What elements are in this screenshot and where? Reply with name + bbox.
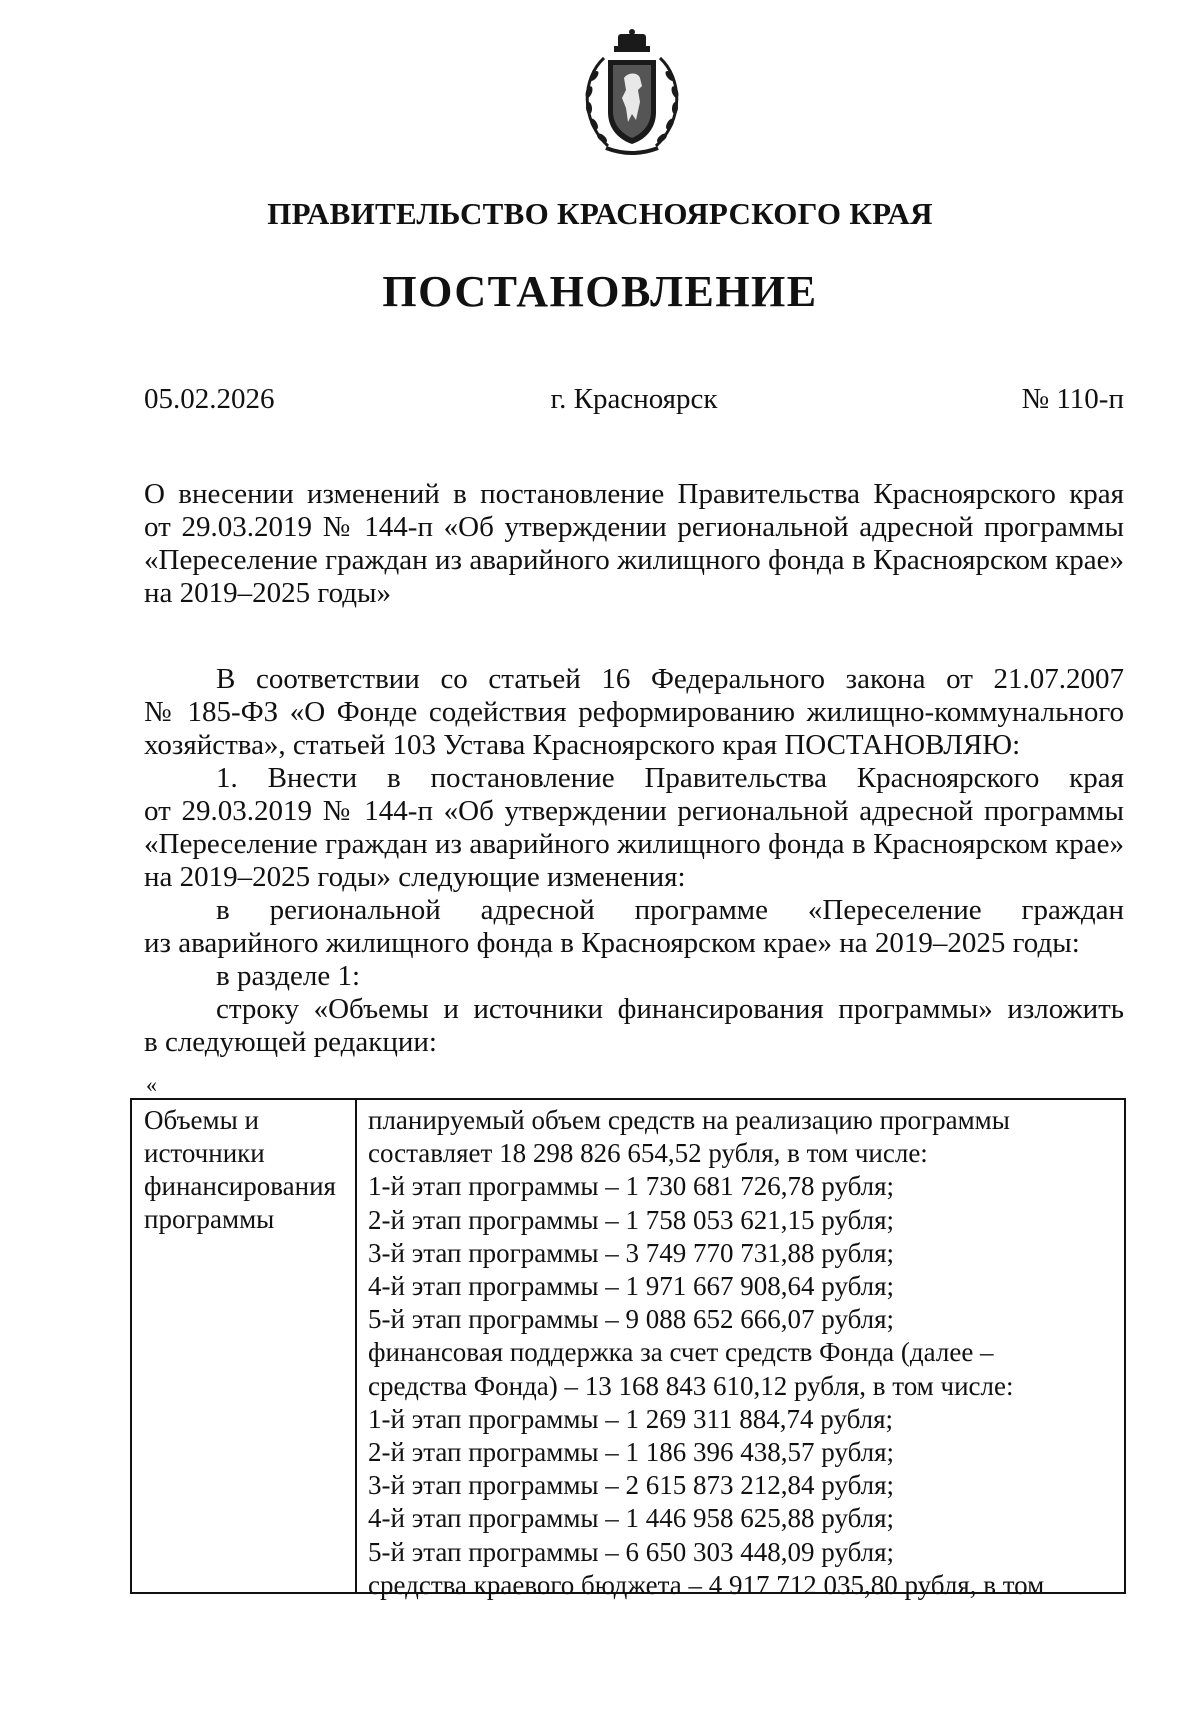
body-line: в региональной адресной программе «Переселение граждан bbox=[216, 894, 1124, 926]
financing-table bbox=[130, 1098, 1126, 1600]
body-line: от 29.03.2019 № 144-п «Об утверждении региональной адресной программы bbox=[144, 795, 1124, 827]
row-value-line: планируемый объем средств на реализацию программы bbox=[368, 1105, 1010, 1135]
row-value-line: финансовая поддержка за счет средств Фонда (далее – bbox=[368, 1337, 994, 1368]
document-number: № 110-п bbox=[1021, 383, 1124, 415]
coat-of-arms-emblem bbox=[568, 28, 696, 160]
body-line: на 2019–2025 годы» следующие изменения: bbox=[144, 861, 686, 893]
body-line: строку «Объемы и источники финансирования программы» изложить bbox=[216, 993, 1124, 1025]
subject-line: «Переселение граждан из аварийного жилищного фонда в Красноярском крае» bbox=[144, 544, 1124, 576]
row-value-line: 1-й этап программы – 1 269 311 884,74 рубля; bbox=[368, 1403, 894, 1434]
document-type-title: ПОСТАНОВЛЕНИЕ bbox=[382, 267, 818, 316]
row-label-line: Объемы и bbox=[144, 1105, 259, 1135]
body-line: в разделе 1: bbox=[216, 960, 361, 992]
document-city: г. Красноярск bbox=[550, 383, 718, 415]
row-value-line: 2-й этап программы – 1 758 053 621,15 рубля; bbox=[368, 1204, 895, 1235]
row-value-line: 4-й этап программы – 1 971 667 908,64 рубля; bbox=[368, 1271, 895, 1302]
document-subject bbox=[144, 478, 1124, 610]
row-value-line: 3-й этап программы – 3 749 770 731,88 рубля; bbox=[368, 1237, 895, 1268]
opening-quote-mark: « bbox=[146, 1072, 157, 1097]
row-value-line: средства краевого бюджета – 4 917 712 035,80 рубля, в том bbox=[368, 1569, 1045, 1600]
row-label-line: источники bbox=[144, 1138, 265, 1168]
document-body bbox=[144, 663, 1124, 1059]
row-value-line: 5-й этап программы – 6 650 303 448,09 рубля; bbox=[368, 1536, 895, 1567]
subject-line: О внесении изменений в постановление Правительства Красноярского края bbox=[144, 478, 1124, 510]
table-column-divider bbox=[355, 1100, 357, 1592]
row-value-line: средства Фонда) – 13 168 843 610,12 рубля, в том числе: bbox=[368, 1370, 1014, 1401]
row-value-line: 2-й этап программы – 1 186 396 438,57 рубля; bbox=[368, 1437, 895, 1468]
row-value-line: 4-й этап программы – 1 446 958 625,88 рубля; bbox=[368, 1503, 895, 1534]
row-label-line: программы bbox=[144, 1204, 275, 1234]
body-line: в следующей редакции: bbox=[144, 1026, 437, 1058]
body-line: № 185-ФЗ «О Фонде содействия реформированию жилищно-коммунального bbox=[144, 696, 1124, 728]
body-line: из аварийного жилищного фонда в Красноярском крае» на 2019–2025 годы: bbox=[144, 927, 1080, 959]
document-date: 05.02.2026 bbox=[144, 383, 275, 415]
row-value-line: 3-й этап программы – 2 615 873 212,84 рубля; bbox=[368, 1470, 895, 1501]
body-line: «Переселение граждан из аварийного жилищного фонда в Красноярском крае» bbox=[144, 828, 1124, 860]
body-line: В соответствии со статьей 16 Федерального закона от 21.07.2007 bbox=[216, 663, 1124, 695]
document-meta-row bbox=[144, 383, 1124, 423]
table-row-value bbox=[368, 1104, 1120, 1602]
row-value-line: 5-й этап программы – 9 088 652 666,07 рубля; bbox=[368, 1304, 895, 1335]
table-row-label bbox=[144, 1104, 354, 1236]
row-label-line: финансирования bbox=[144, 1171, 336, 1201]
row-value-line: составляет 18 298 826 654,52 рубля, в том числе: bbox=[368, 1138, 928, 1169]
subject-line: на 2019–2025 годы» bbox=[144, 577, 391, 609]
government-title: ПРАВИТЕЛЬСТВО КРАСНОЯРСКОГО КРАЯ bbox=[267, 196, 933, 231]
subject-line: от 29.03.2019 № 144-п «Об утверждении региональной адресной программы bbox=[144, 511, 1124, 543]
body-line: хозяйства», статьей 103 Устава Красноярского края ПОСТАНОВЛЯЮ: bbox=[144, 729, 1021, 761]
body-line: 1. Внести в постановление Правительства Красноярского края bbox=[216, 762, 1124, 794]
row-value-line: 1-й этап программы – 1 730 681 726,78 рубля; bbox=[368, 1171, 895, 1202]
